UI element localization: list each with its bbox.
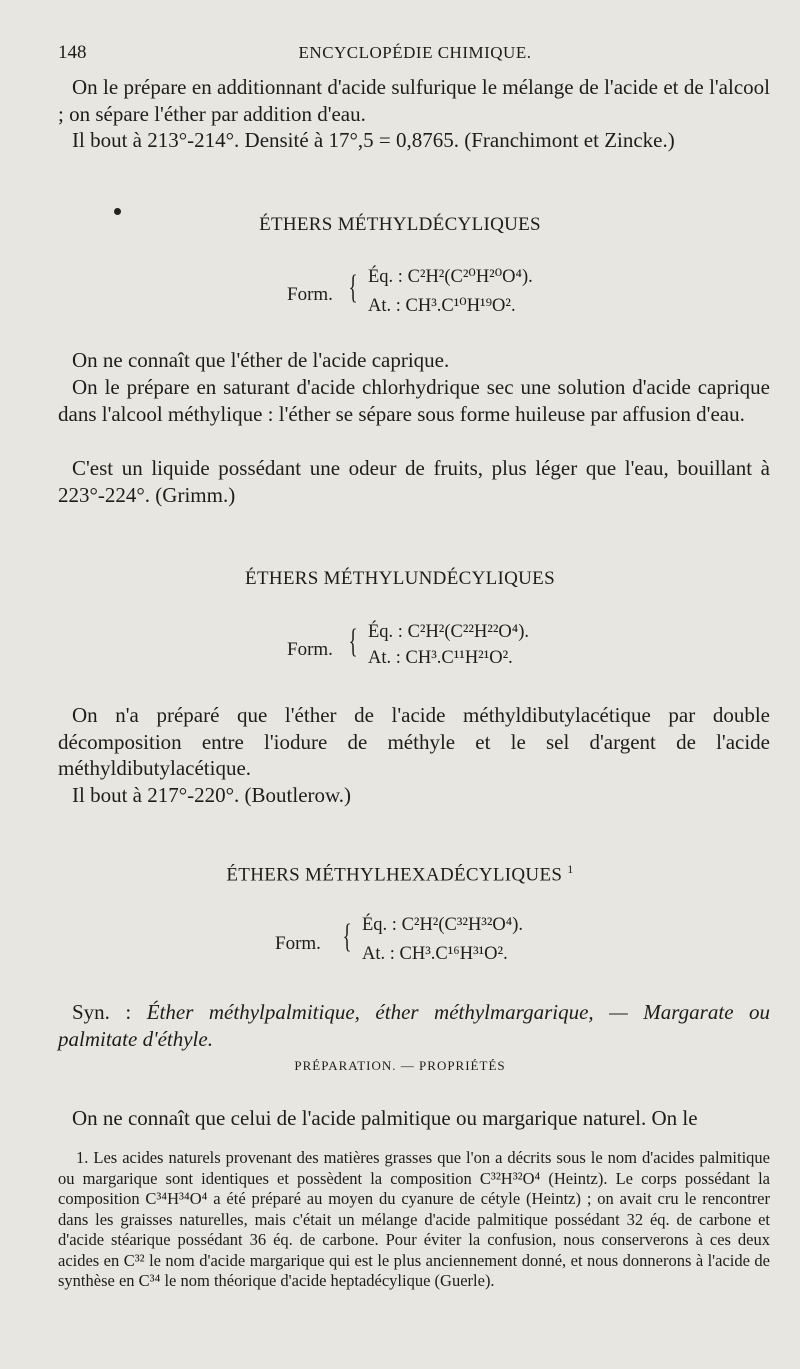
formula-atomic: At. : CH³.C¹⁶H³¹O². bbox=[362, 944, 508, 964]
brace-icon: { bbox=[348, 623, 358, 660]
section-title-methyldecyliques: ÉTHERS MÉTHYLDÉCYLIQUES bbox=[259, 214, 541, 235]
footnote-text: Les acides naturels provenant des matières grasses que l'on a décrits sous le nom d'acides palmitique ou margarique sont identiques et possèdent la composition C³²H³²O⁴ (Heintz). Le corps possédant la composition C³⁴H³⁴O⁴ a été préparé au moyen du cyanure de cétyle (Heintz) ; on avait cru le rencontrer dans les graisses naturelles, mais c'était un mélange d'acide palmitique possédant 32 éq. de carbone et d'acide stéarique possédant 36 éq. de carbone. Pour éviter la confusion, nous conserverons à ces deux acides en C³² le nom d'acide margarique qui est le plus anciennement donné, et nous donnerons à l'acide de synthèse en C³⁴ le nom théorique d'acide heptadécylique (Guerle). bbox=[58, 1148, 771, 1290]
footnote-ref: 1 bbox=[567, 862, 574, 876]
brace-icon: { bbox=[348, 269, 358, 306]
intro-paragraph-2: Il bout à 213°-214°. Densité à 17°,5 = 0,8765. (Franchimont et Zincke.) bbox=[72, 128, 675, 152]
page-header bbox=[58, 42, 772, 66]
section1-paragraph-2: On le prépare en saturant d'acide chlorhydrique sec une solution d'acide caprique dans l'alcool méthylique : l'éther se sépare sous forme huileuse par affusion d'eau. bbox=[58, 375, 770, 426]
section-title-text: ÉTHERS MÉTHYLHEXADÉCYLIQUES bbox=[226, 864, 563, 886]
running-title: ENCYCLOPÉDIE CHIMIQUE. bbox=[298, 43, 532, 62]
synonyms-label: Syn. : bbox=[72, 1000, 132, 1024]
section-title-methylundecyliques: ÉTHERS MÉTHYLUNDÉCYLIQUES bbox=[245, 568, 555, 589]
form-label: Form. bbox=[287, 639, 333, 660]
section2-paragraph-1: On n'a préparé que l'éther de l'acide méthyldibutylacétique par double décomposition entre l'iodure de méthyle et le sel d'argent de l'acide méthyldibutylacétique. bbox=[58, 703, 770, 780]
formula-equivalent: Éq. : C²H²(C³²H³²O⁴). bbox=[362, 915, 523, 935]
footnote-number: 1. bbox=[76, 1148, 89, 1167]
formula-atomic: At. : CH³.C¹⁰H¹⁹O². bbox=[368, 296, 516, 316]
form-label: Form. bbox=[275, 933, 321, 954]
subheading-preparation: PRÉPARATION. — PROPRIÉTÉS bbox=[294, 1058, 506, 1073]
page-number: 148 bbox=[58, 42, 87, 63]
intro-paragraph-1: On le prépare en additionnant d'acide sulfurique le mélange de l'acide et de l'alcool ; on sépare l'éther par addition d'eau. bbox=[58, 75, 770, 126]
formula-equivalent: Éq. : C²H²(C²⁰H²⁰O⁴). bbox=[368, 267, 533, 287]
footnote bbox=[58, 1148, 770, 1292]
section-title-methylhexadecyliques bbox=[0, 862, 800, 886]
section3-paragraph-1: On ne connaît que celui de l'acide palmitique ou margarique naturel. On le bbox=[72, 1106, 698, 1130]
section1-paragraph-1: On ne connaît que l'éther de l'acide caprique. bbox=[72, 348, 450, 372]
section2-paragraph-2: Il bout à 217°-220°. (Boutlerow.) bbox=[72, 783, 352, 807]
form-label: Form. bbox=[287, 284, 333, 305]
formula-atomic: At. : CH³.C¹¹H²¹O². bbox=[368, 648, 513, 668]
formula-equivalent: Éq. : C²H²(C²²H²²O⁴). bbox=[368, 622, 529, 642]
synonyms-text: Éther méthylpalmitique, éther méthylmargarique, — Margarate ou palmitate d'éthyle. bbox=[58, 1000, 770, 1051]
synonyms bbox=[58, 999, 770, 1052]
brace-icon: { bbox=[342, 918, 352, 955]
section1-paragraph-3: C'est un liquide possédant une odeur de fruits, plus léger que l'eau, bouillant à 223°-224°. (Grimm.) bbox=[58, 456, 770, 507]
